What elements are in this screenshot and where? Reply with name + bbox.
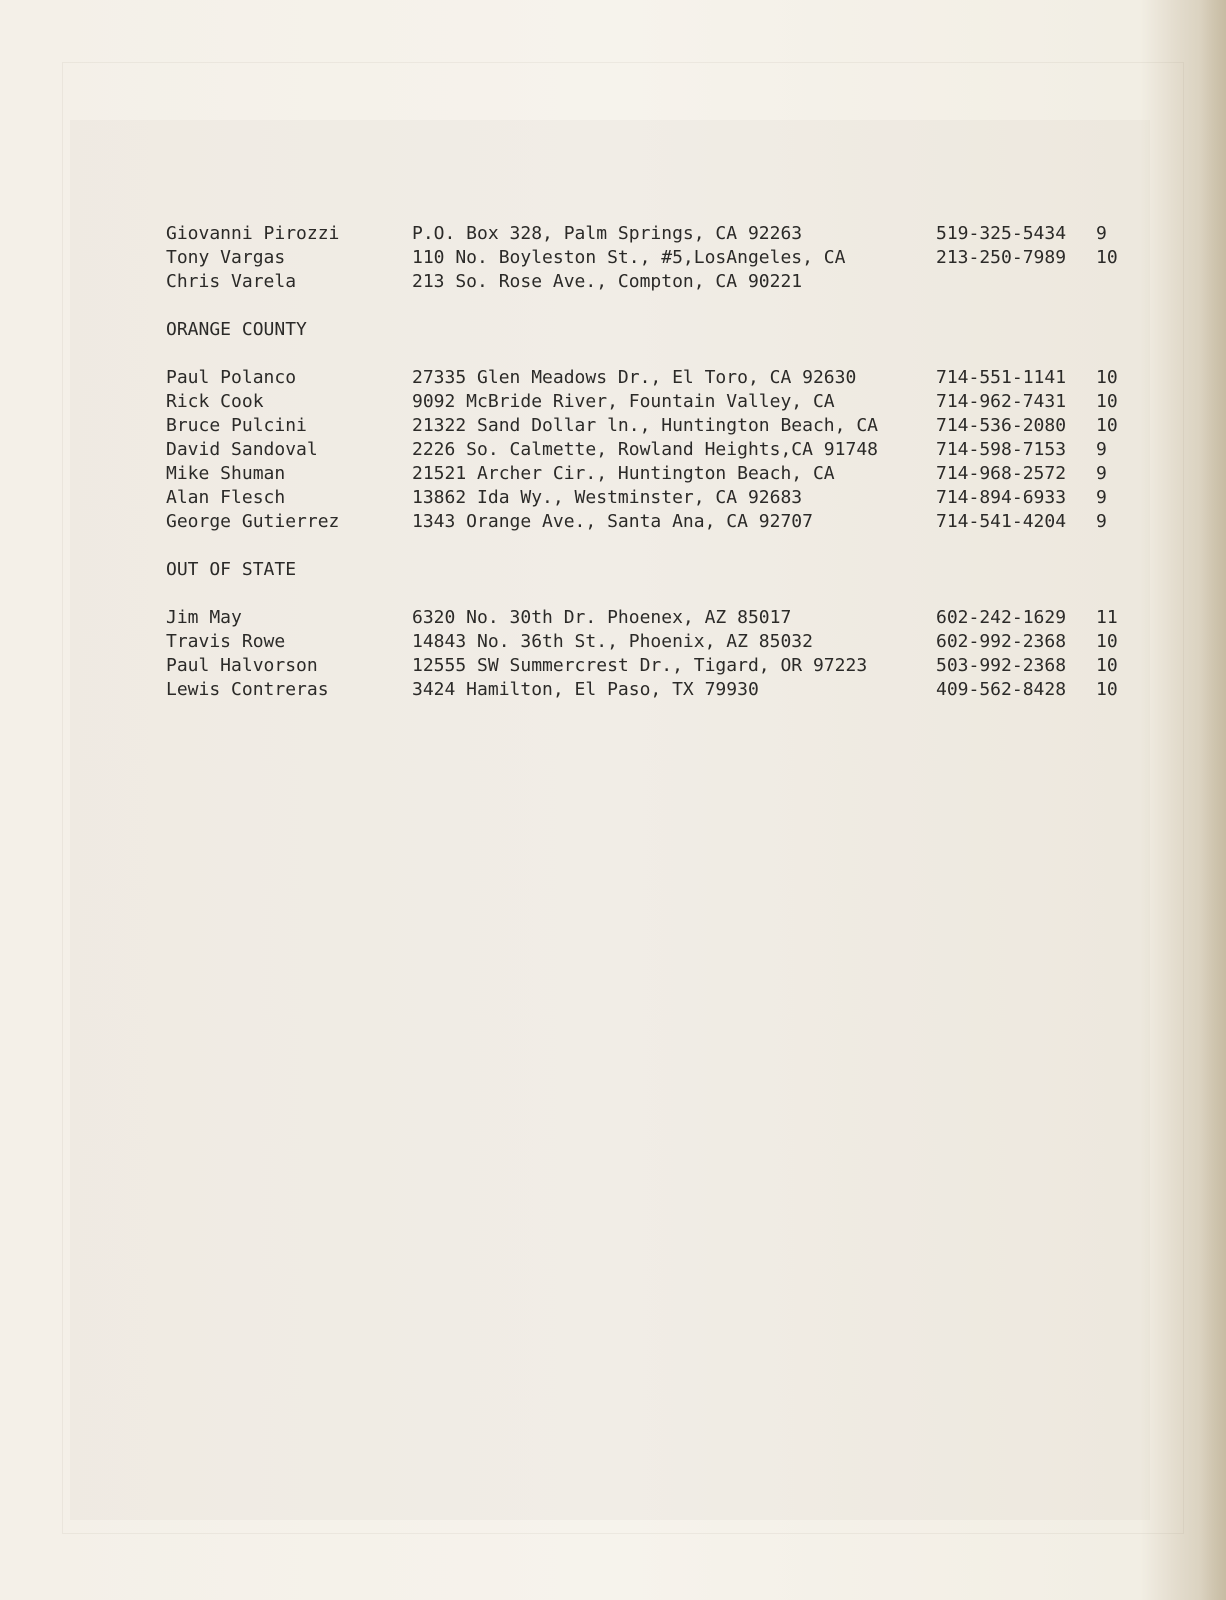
contact-address: P.O. Box 328, Palm Springs, CA 92263 <box>412 223 803 244</box>
contact-grade: 9 <box>1096 487 1107 508</box>
contact-address: 6320 No. 30th Dr. Phoenex, AZ 85017 <box>412 607 792 628</box>
contact-address: 110 No. Boyleston St., #5,LosAngeles, CA <box>412 247 846 268</box>
section-heading-orange-county: ORANGE COUNTY <box>166 319 307 340</box>
contact-phone: 602-242-1629 <box>936 607 1067 628</box>
contact-name: Alan Flesch <box>166 487 286 508</box>
contact-name: Paul Halvorson <box>166 655 318 676</box>
contact-grade: 9 <box>1096 511 1107 532</box>
contact-grade: 10 <box>1096 367 1118 388</box>
contact-grade: 10 <box>1096 391 1118 412</box>
contact-phone: 714-598-7153 <box>936 439 1067 460</box>
contact-phone: 213-250-7989 <box>936 247 1067 268</box>
contact-phone: 714-551-1141 <box>936 367 1067 388</box>
contact-name: Giovanni Pirozzi <box>166 223 340 244</box>
contact-address: 2226 So. Calmette, Rowland Heights,CA 91748 <box>412 439 878 460</box>
contact-address: 21521 Archer Cir., Huntington Beach, CA <box>412 463 835 484</box>
contact-phone: 714-894-6933 <box>936 487 1067 508</box>
contact-grade: 10 <box>1096 247 1118 268</box>
contact-name: Rick Cook <box>166 391 264 412</box>
contact-address: 9092 McBride River, Fountain Valley, CA <box>412 391 835 412</box>
contact-name: Chris Varela <box>166 271 297 292</box>
section-heading-out-of-state: OUT OF STATE <box>166 559 297 580</box>
contact-name: Jim May <box>166 607 242 628</box>
contact-grade: 10 <box>1096 631 1118 652</box>
contact-address: 1343 Orange Ave., Santa Ana, CA 92707 <box>412 511 813 532</box>
contact-phone: 409-562-8428 <box>936 679 1067 700</box>
contact-address: 13862 Ida Wy., Westminster, CA 92683 <box>412 487 803 508</box>
contact-name: George Gutierrez <box>166 511 340 532</box>
contact-phone: 714-536-2080 <box>936 415 1067 436</box>
contact-grade: 10 <box>1096 415 1118 436</box>
contact-name: David Sandoval <box>166 439 318 460</box>
contact-phone: 602-992-2368 <box>936 631 1067 652</box>
contact-grade: 9 <box>1096 439 1107 460</box>
contact-address: 21322 Sand Dollar ln., Huntington Beach, CA <box>412 415 878 436</box>
contact-address: 213 So. Rose Ave., Compton, CA 90221 <box>412 271 803 292</box>
contact-address: 3424 Hamilton, El Paso, TX 79930 <box>412 679 759 700</box>
contact-name: Mike Shuman <box>166 463 286 484</box>
contact-grade: 9 <box>1096 223 1107 244</box>
contact-address: 12555 SW Summercrest Dr., Tigard, OR 97223 <box>412 655 868 676</box>
contact-name: Lewis Contreras <box>166 679 329 700</box>
page-edge-shadow <box>1200 0 1226 1600</box>
contact-phone: 503-992-2368 <box>936 655 1067 676</box>
contact-phone: 714-968-2572 <box>936 463 1067 484</box>
contact-name: Paul Polanco <box>166 367 297 388</box>
contact-grade: 10 <box>1096 679 1118 700</box>
contact-phone: 714-962-7431 <box>936 391 1067 412</box>
contact-name: Bruce Pulcini <box>166 415 307 436</box>
contact-grade: 9 <box>1096 463 1107 484</box>
contact-name: Tony Vargas <box>166 247 286 268</box>
contact-grade: 10 <box>1096 655 1118 676</box>
contact-address: 14843 No. 36th St., Phoenix, AZ 85032 <box>412 631 813 652</box>
contact-phone: 519-325-5434 <box>936 223 1067 244</box>
contact-grade: 11 <box>1096 607 1118 628</box>
contact-name: Travis Rowe <box>166 631 286 652</box>
contact-address: 27335 Glen Meadows Dr., El Toro, CA 92630 <box>412 367 857 388</box>
contact-phone: 714-541-4204 <box>936 511 1067 532</box>
